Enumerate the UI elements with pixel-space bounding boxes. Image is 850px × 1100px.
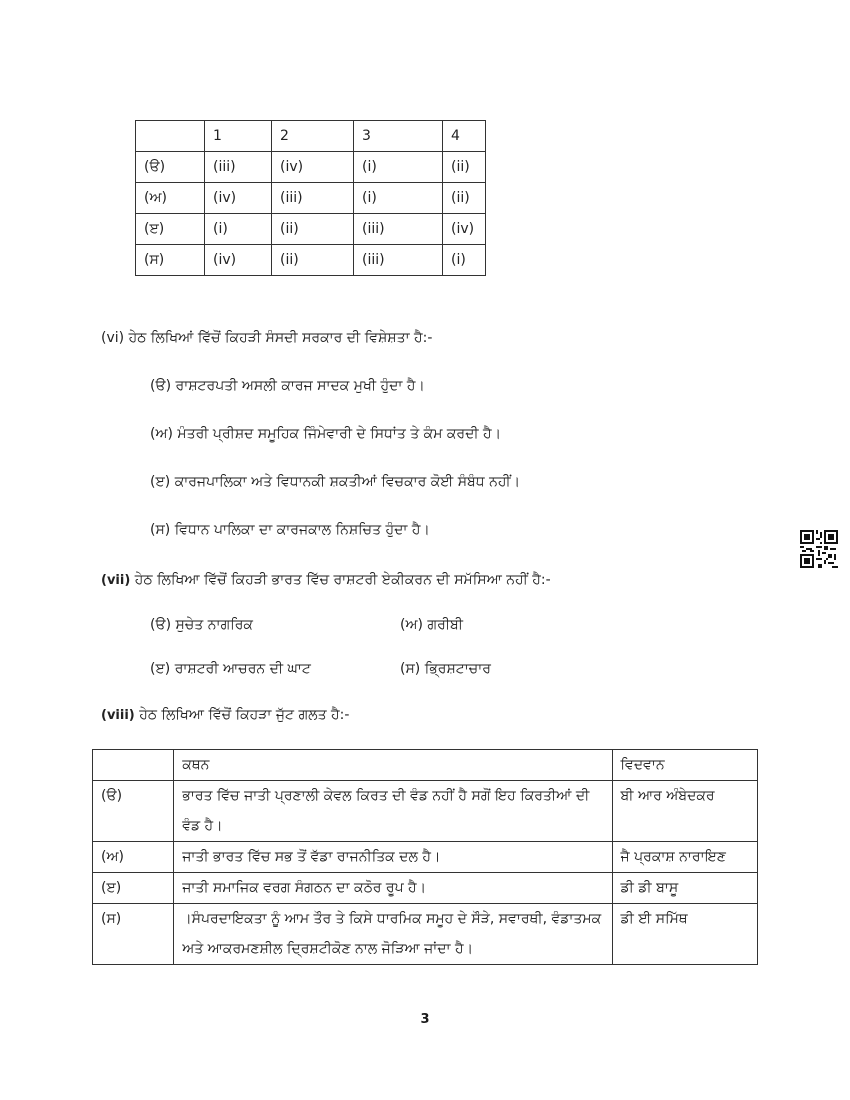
table-cell: ।ਸੰਪਰਦਾਇਕਤਾ ਨੂੰ ਆਮ ਤੌਰ ਤੇ ਕਿਸੇ ਧਾਰਮਿਕ ਸਮੂਹ ਦੇ ਸੌੜੇ, ਸਵਾਰਥੀ, ਵੰਡਾਤਮਕ ਅਤੇ ਆਕਰਮਣਸ਼ੀਲ ਦ੍ਰਿਸ਼ਟੀਕੋਣ ਨਾਲ ਜੋੜਿਆ ਜਾਂਦਾ ਹੈ। bbox=[174, 904, 612, 965]
table-row bbox=[136, 152, 486, 183]
q6-option-d: (ਸ) ਵਿਧਾਨ ਪਾਲਿਕਾ ਦਾ ਕਾਰਜਕਾਲ ਨਿਸ਼ਚਿਤ ਹੁੰਦਾ ਹੈ। bbox=[150, 522, 430, 538]
table-cell: (ੳ) bbox=[136, 152, 205, 183]
q7-option-d: (ਸ) ਭ੍ਰਿਸ਼ਟਾਚਾਰ bbox=[400, 661, 491, 677]
table-row bbox=[136, 245, 486, 276]
q7-option-b: (ਅ) ਗਰੀਬੀ bbox=[400, 617, 464, 633]
table-cell: 4 bbox=[443, 121, 486, 152]
question-text: ਹੇਠ ਲਿਖਿਆ ਵਿੱਚੋਂ ਕਿਹੜਾ ਜੁੱਟ ਗਲਤ ਹੈ:- bbox=[139, 707, 350, 723]
table-header-row bbox=[136, 121, 486, 152]
table-cell: (iii) bbox=[205, 152, 272, 183]
table-cell: (ਸ) bbox=[136, 245, 205, 276]
table-cell: (iv) bbox=[272, 152, 354, 183]
answer-key-table bbox=[135, 120, 486, 276]
table-cell: (ii) bbox=[443, 152, 486, 183]
q7-option-c: (ੲ) ਰਾਸ਼ਟਰੀ ਆਚਰਨ ਦੀ ਘਾਟ bbox=[150, 661, 311, 677]
table-cell: (ੲ) bbox=[93, 873, 174, 904]
q6-option-c: (ੲ) ਕਾਰਜਪਾਲਿਕਾ ਅਤੇ ਵਿਧਾਨਕੀ ਸ਼ਕਤੀਆਂ ਵਿਚਕਾਰ ਕੋਈ ਸੰਬੰਧ ਨਹੀਂ। bbox=[150, 474, 521, 490]
table-cell: (iii) bbox=[354, 214, 443, 245]
table-row bbox=[93, 904, 758, 965]
table-cell: 1 bbox=[205, 121, 272, 152]
table-cell: ਬੀ ਆਰ ਅੰਬੇਦਕਰ bbox=[612, 781, 757, 842]
table-cell: (ੲ) bbox=[136, 214, 205, 245]
question-number: (vii) bbox=[101, 573, 131, 588]
table-cell: ਡੀ ਈ ਸਮਿੱਥ bbox=[612, 904, 757, 965]
table-cell: (i) bbox=[443, 245, 486, 276]
table-cell: (iv) bbox=[205, 245, 272, 276]
table-cell: (ਸ) bbox=[93, 904, 174, 965]
question-7 bbox=[101, 572, 551, 588]
question-8 bbox=[101, 707, 349, 723]
table-cell: (i) bbox=[205, 214, 272, 245]
table-cell: (ੳ) bbox=[93, 781, 174, 842]
statement-scholar-table bbox=[92, 749, 758, 965]
table-cell: (i) bbox=[354, 152, 443, 183]
table-cell: ਜੈ ਪ੍ਰਕਾਸ਼ ਨਾਰਾਇਣ bbox=[612, 842, 757, 873]
table-cell: (i) bbox=[354, 183, 443, 214]
q7-option-a: (ੳ) ਸੁਚੇਤ ਨਾਗਰਿਕ bbox=[150, 617, 253, 633]
table-cell bbox=[93, 750, 174, 781]
table-cell: (ii) bbox=[443, 183, 486, 214]
table-row bbox=[93, 842, 758, 873]
table-row bbox=[93, 781, 758, 842]
page-number: 3 bbox=[420, 1012, 430, 1027]
table-cell: (ii) bbox=[272, 245, 354, 276]
table-cell: (iv) bbox=[443, 214, 486, 245]
table-cell bbox=[136, 121, 205, 152]
table-cell: (ਅ) bbox=[93, 842, 174, 873]
table-cell: ਜਾਤੀ ਸਮਾਜਿਕ ਵਰਗ ਸੰਗਠਨ ਦਾ ਕਠੋਰ ਰੂਪ ਹੈ। bbox=[174, 873, 612, 904]
qr-code-icon bbox=[800, 530, 838, 568]
table-row bbox=[136, 183, 486, 214]
table-cell: (iii) bbox=[272, 183, 354, 214]
question-number: (vi) bbox=[101, 330, 125, 346]
table-cell: ਵਿਦਵਾਨ bbox=[612, 750, 757, 781]
table-cell: ਕਥਨ bbox=[174, 750, 612, 781]
table-cell: (iii) bbox=[354, 245, 443, 276]
table-cell: (ii) bbox=[272, 214, 354, 245]
table-row bbox=[136, 214, 486, 245]
table-cell: (ਅ) bbox=[136, 183, 205, 214]
question-text: ਹੇਠ ਲਿਖਿਆਂ ਵਿੱਚੋਂ ਕਿਹੜੀ ਸੰਸਦੀ ਸਰਕਾਰ ਦੀ ਵਿਸ਼ੇਸ਼ਤਾ ਹੈ:- bbox=[128, 330, 433, 346]
table-cell: 2 bbox=[272, 121, 354, 152]
table-cell: ਜਾਤੀ ਭਾਰਤ ਵਿੱਚ ਸਭ ਤੋਂ ਵੱਡਾ ਰਾਜਨੀਤਿਕ ਦਲ ਹੈ। bbox=[174, 842, 612, 873]
table-cell: ਭਾਰਤ ਵਿੱਚ ਜਾਤੀ ਪ੍ਰਣਾਲੀ ਕੇਵਲ ਕਿਰਤ ਦੀ ਵੰਡ ਨਹੀਂ ਹੈ ਸਗੋਂ ਇਹ ਕਿਰਤੀਆਂ ਦੀ ਵੰਡ ਹੈ। bbox=[174, 781, 612, 842]
question-text: ਹੇਠ ਲਿਖਿਆ ਵਿੱਚੋਂ ਕਿਹੜੀ ਭਾਰਤ ਵਿੱਚ ਰਾਸ਼ਟਰੀ ਏਕੀਕਰਨ ਦੀ ਸਮੱਸਿਆ ਨਹੀਂ ਹੈ:- bbox=[134, 572, 551, 588]
table-cell: 3 bbox=[354, 121, 443, 152]
question-number: (viii) bbox=[101, 708, 135, 723]
table-cell: (iv) bbox=[205, 183, 272, 214]
table-row bbox=[93, 873, 758, 904]
question-6 bbox=[101, 330, 432, 346]
q6-option-b: (ਅ) ਮੰਤਰੀ ਪ੍ਰੀਸ਼ਦ ਸਮੂਹਿਕ ਜਿੰਮੇਵਾਰੀ ਦੇ ਸਿਧਾਂਤ ਤੇ ਕੰਮ ਕਰਦੀ ਹੈ। bbox=[150, 426, 502, 442]
table-cell: ਡੀ ਡੀ ਬਾਸੂ bbox=[612, 873, 757, 904]
q6-option-a: (ੳ) ਰਾਸ਼ਟਰਪਤੀ ਅਸਲੀ ਕਾਰਜ ਸਾਦਕ ਮੁਖੀ ਹੁੰਦਾ ਹੈ। bbox=[150, 378, 425, 394]
table-header-row bbox=[93, 750, 758, 781]
